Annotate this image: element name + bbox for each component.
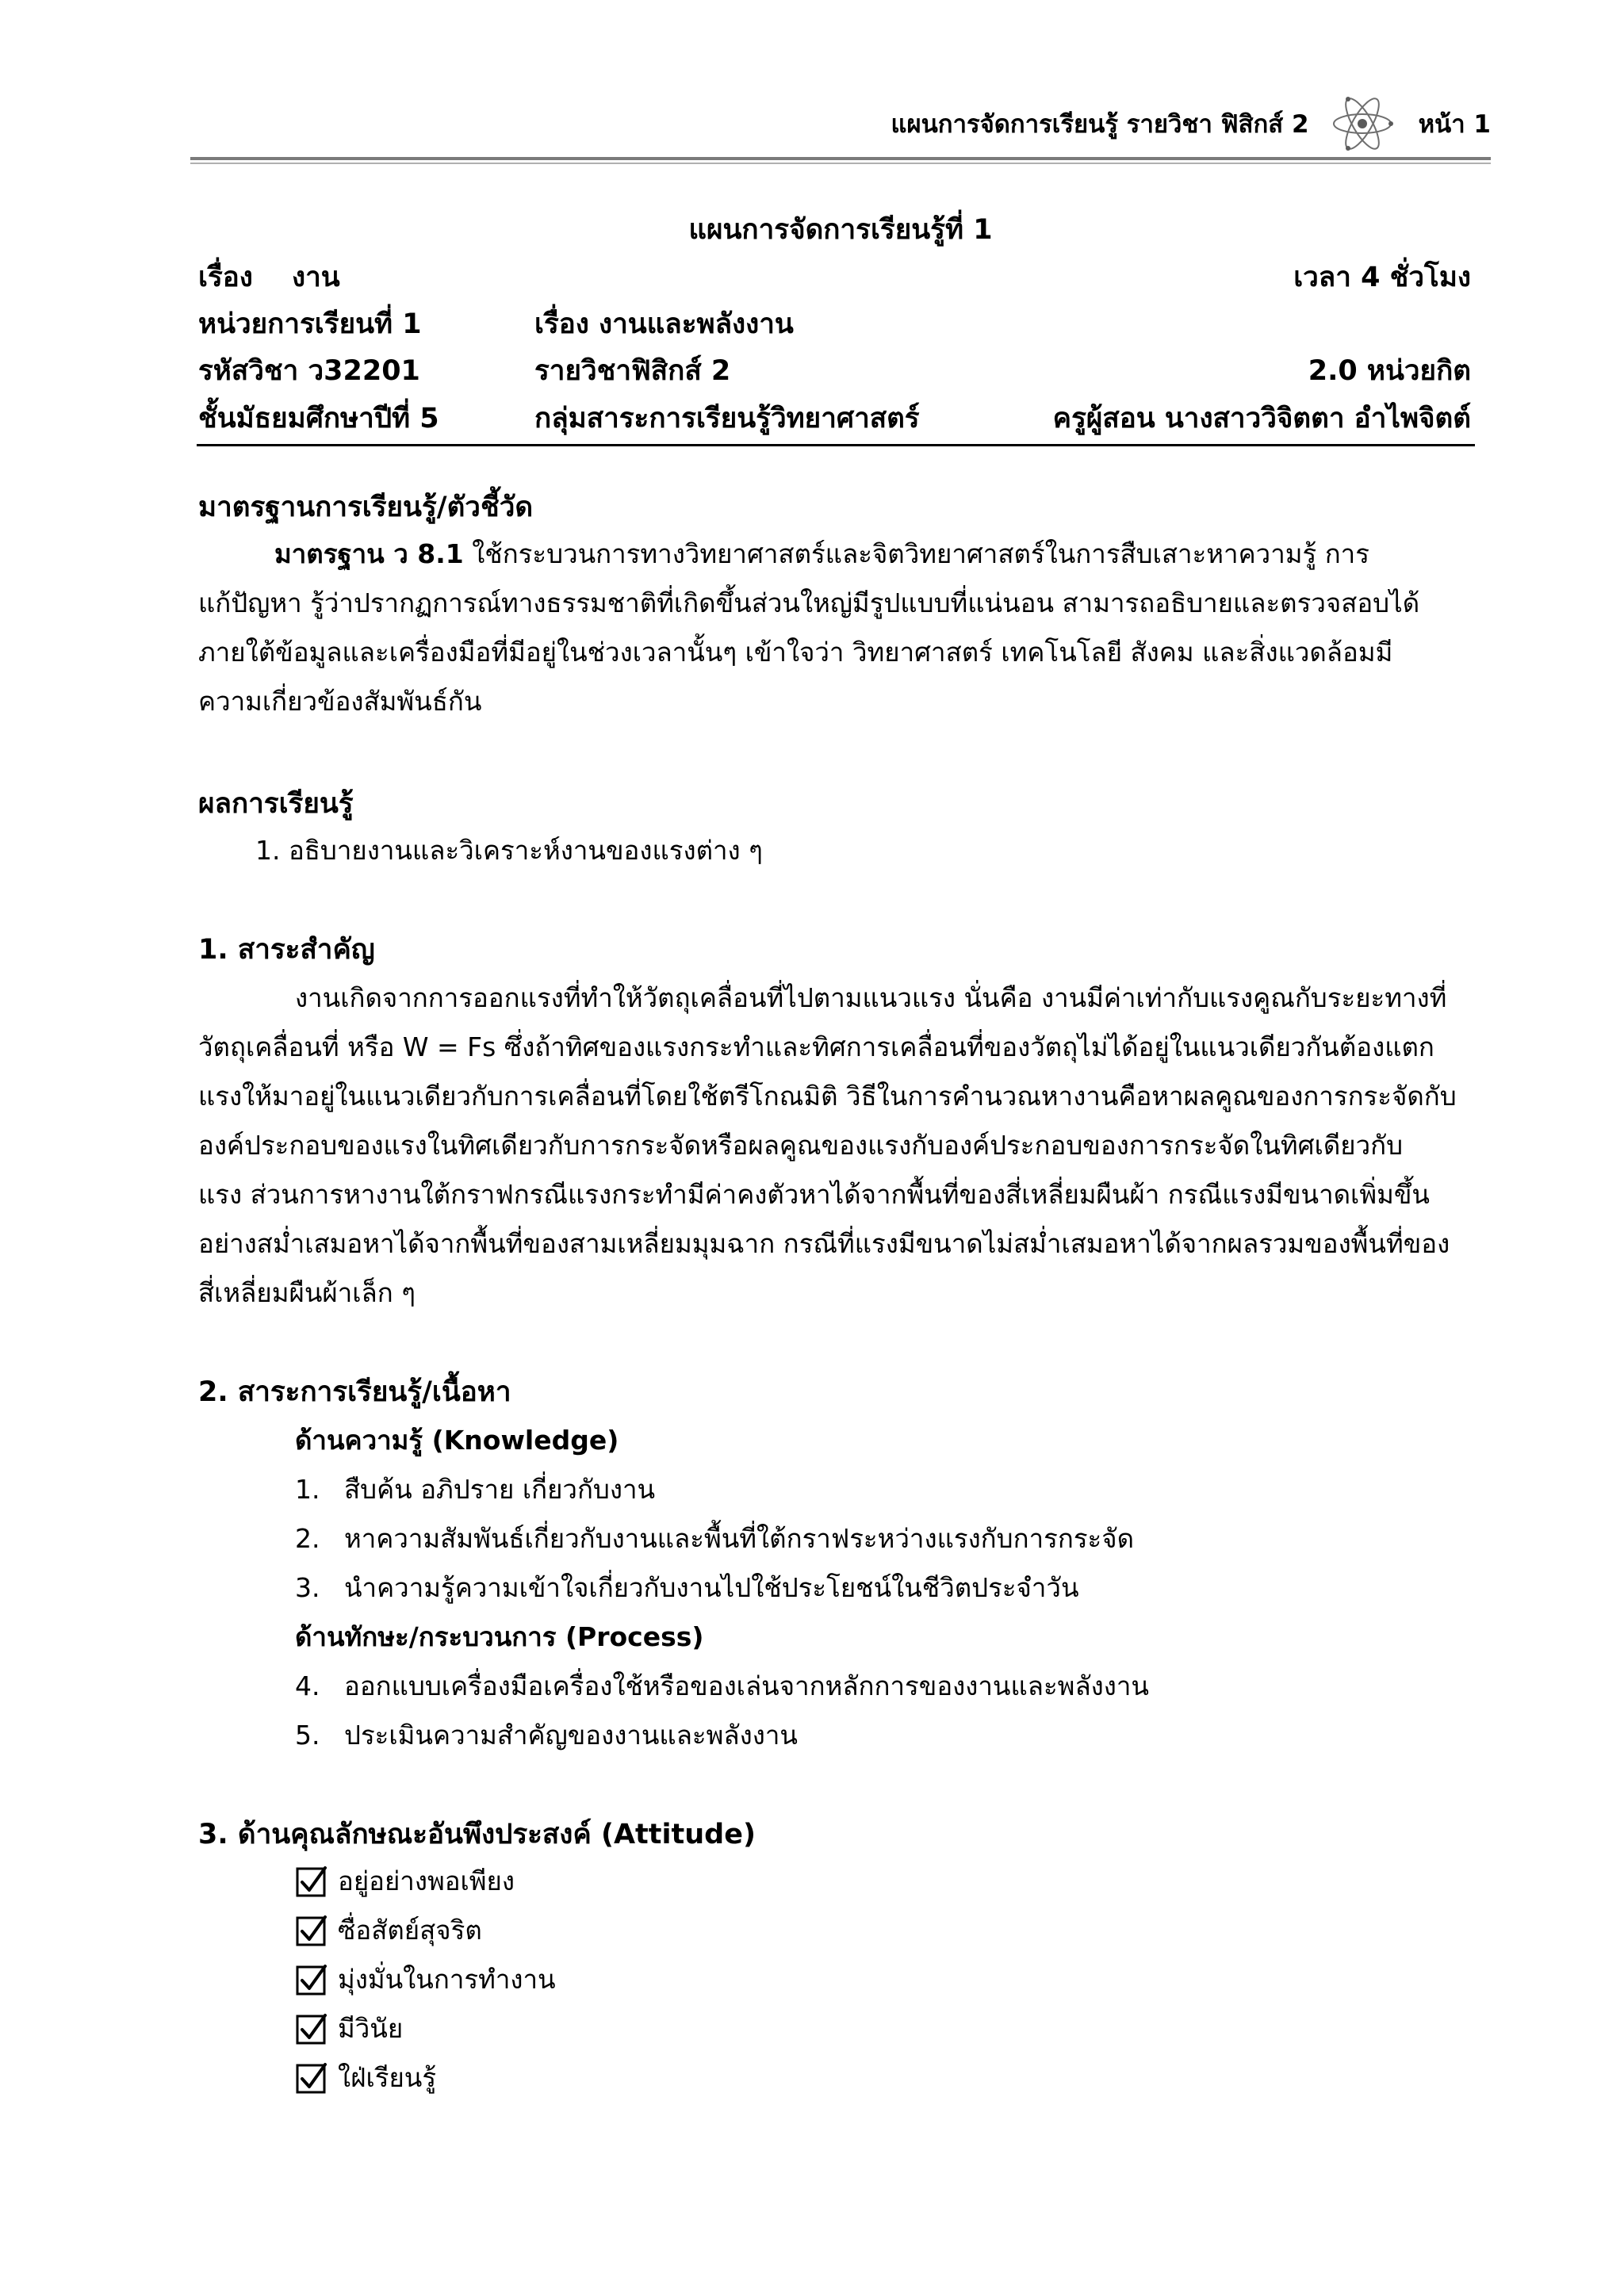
process-item: [295, 1665, 1149, 1707]
essence-line-3: แรงให้มาอยู่ในแนวเดียวกับการเคลื่อนที่โดยใช้ตรีโกณมิติ วิธีในการคำนวณหางานคือหาผลคูณของการกระจัดกับ: [198, 1081, 1457, 1112]
standard-text-1: ใช้กระบวนการทางวิทยาศาสตร์และจิตวิทยาศาสตร์ในการสืบเสาะหาความรู้ การ: [463, 538, 1369, 569]
essence-line-6: อย่างสม่ำเสมอหาได้จากพื้นที่ของสามเหลี่ยมมุมฉาก กรณีที่แรงมีขนาดไม่สม่ำเสมอหาได้จากผลรวมของพื้นที่ของ: [198, 1228, 1450, 1259]
document-title: แผนการจัดการเรียนรู้ที่ 1: [688, 214, 993, 246]
teacher-name: ครูผู้สอน นางสาววิจิตตา อำไพจิตต์: [1052, 403, 1471, 434]
attitude-item: [295, 2007, 403, 2049]
page-number: หน้า 1: [1418, 110, 1491, 139]
essence-line-2: วัตถุเคลื่อนที่ หรือ W = Fs ซึ่งถ้าทิศของแรงกระทำและทิศการเคลื่อนที่ของวัตถุไม่ได้อยู่ในแนวเดียวกันต้องแตก: [198, 1031, 1434, 1062]
atom-icon: [1330, 90, 1395, 157]
item-text: ออกแบบเครื่องมือเครื่องใช้หรือของเล่นจากหลักการของงานและพลังงาน: [344, 1670, 1149, 1701]
course-name: รายวิชาฟิสิกส์ 2: [534, 355, 731, 387]
attitude-item-label: มีวินัย: [338, 2013, 404, 2044]
info-row-topic: [198, 255, 1471, 297]
checked-box-icon: [295, 2061, 328, 2095]
grade-level: ชั้นมัธยมศึกษาปีที่ 5: [198, 403, 439, 434]
item-text: สืบค้น อภิปราย เกี่ยวกับงาน: [344, 1474, 656, 1505]
attitude-item: [295, 1909, 482, 1951]
attitude-item: [295, 2057, 436, 2099]
header-rule: [190, 157, 1491, 160]
checked-box-icon: [295, 1914, 328, 1947]
knowledge-item: [295, 1567, 1079, 1609]
attitude-item-label: ใฝ่เรียนรู้: [338, 2062, 437, 2093]
attitude-item-label: ซื่อสัตย์สุจริต: [338, 1915, 482, 1946]
process-item: [295, 1714, 798, 1756]
process-heading: ด้านทักษะ/กระบวนการ (Process): [295, 1621, 704, 1652]
attitude-item-label: อยู่อย่างพอเพียง: [338, 1866, 515, 1896]
checked-box-icon: [295, 1963, 328, 1996]
checked-box-icon: [295, 2012, 328, 2045]
header-title: แผนการจัดการเรียนรู้ รายวิชา ฟิสิกส์ 2: [891, 110, 1309, 139]
checked-box-icon: [295, 1865, 328, 1898]
item-text: ประเมินความสำคัญของงานและพลังงาน: [344, 1720, 798, 1751]
header-rule-shadow: [190, 163, 1491, 164]
essence-line-1: งานเกิดจากการออกแรงที่ทำให้วัตถุเคลื่อนที่ไปตามแนวแรง นั่นคือ งานมีค่าเท่ากับแรงคูณกับระยะทางที่: [295, 982, 1447, 1013]
attitude-item: [295, 1958, 556, 2000]
standard-label: มาตรฐาน ว 8.1: [274, 538, 464, 569]
credit-value: 2.0 หน่วยกิต: [1308, 355, 1471, 387]
item-number: 5.: [295, 1720, 320, 1751]
info-bottom-rule: [197, 444, 1475, 446]
essence-line-4: องค์ประกอบของแรงในทิศเดียวกับการกระจัดหรือผลคูณของแรงกับองค์ประกอบของการกระจัดในทิศเดียวกับ: [198, 1130, 1404, 1161]
outcomes-heading: ผลการเรียนรู้: [198, 788, 354, 820]
info-row-grade: [198, 396, 1471, 438]
content-heading: 2. สาระการเรียนรู้/เนื้อหา: [198, 1376, 511, 1408]
topic-label: เรื่อง: [198, 262, 253, 293]
essence-line-7: สี่เหลี่ยมผืนผ้าเล็ก ๆ: [198, 1277, 416, 1308]
outcome-item: 1. อธิบายงานและวิเคราะห์งานของแรงต่าง ๆ: [255, 835, 763, 866]
course-code: รหัสวิชา ว32201: [198, 355, 420, 387]
item-number: 1.: [295, 1474, 320, 1505]
essence-line-5: แรง ส่วนการหางานใต้กราฟกรณีแรงกระทำมีค่าคงตัวหาได้จากพื้นที่ของสี่เหลี่ยมผืนผ้า กรณีแรงมีขนาดเพิ่มขึ้น: [198, 1179, 1430, 1210]
standard-line-1: [274, 533, 1369, 575]
item-number: 4.: [295, 1670, 320, 1701]
info-row-unit: [198, 302, 1471, 343]
standard-heading: มาตรฐานการเรียนรู้/ตัวชี้วัด: [198, 492, 534, 523]
essence-heading: 1. สาระสำคัญ: [198, 934, 375, 966]
standard-line-2: แก้ปัญหา รู้ว่าปรากฏการณ์ทางธรรมชาติที่เกิดขึ้นส่วนใหญ่มีรูปแบบที่แน่นอน สามารถอธิบายและตรวจสอบได้: [198, 587, 1420, 618]
standard-line-3: ภายใต้ข้อมูลและเครื่องมือที่มีอยู่ในช่วงเวลานั้นๆ เข้าใจว่า วิทยาศาสตร์ เทคโนโลยี สังคม และสิ่งแวดล้อมมี: [198, 637, 1393, 668]
item-text: นำความรู้ความเข้าใจเกี่ยวกับงานไปใช้ประโยชน์ในชีวิตประจำวัน: [344, 1572, 1079, 1603]
knowledge-item: [295, 1517, 1134, 1559]
topic-value: งาน: [292, 262, 340, 293]
knowledge-heading: ด้านความรู้ (Knowledge): [295, 1425, 619, 1456]
time-value: เวลา 4 ชั่วโมง: [1293, 262, 1471, 293]
standard-line-4: ความเกี่ยวข้องสัมพันธ์กัน: [198, 686, 482, 717]
running-header: [190, 100, 1491, 147]
item-text: หาความสัมพันธ์เกี่ยวกับงานและพื้นที่ใต้กราฟระหว่างแรงกับการกระจัด: [344, 1523, 1135, 1554]
attitude-heading: 3. ด้านคุณลักษณะอันพึงประสงค์ (Attitude): [198, 1819, 756, 1850]
item-number: 3.: [295, 1572, 320, 1603]
item-number: 2.: [295, 1523, 320, 1554]
unit-topic: เรื่อง งานและพลังงาน: [534, 308, 794, 340]
unit-label: หน่วยการเรียนที่ 1: [198, 308, 422, 340]
attitude-item: [295, 1860, 515, 1902]
subject-group: กลุ่มสาระการเรียนรู้วิทยาศาสตร์: [534, 403, 920, 434]
info-row-code: [198, 349, 1471, 390]
knowledge-item: [295, 1468, 655, 1510]
attitude-item-label: มุ่งมั่นในการทำงาน: [338, 1964, 556, 1995]
